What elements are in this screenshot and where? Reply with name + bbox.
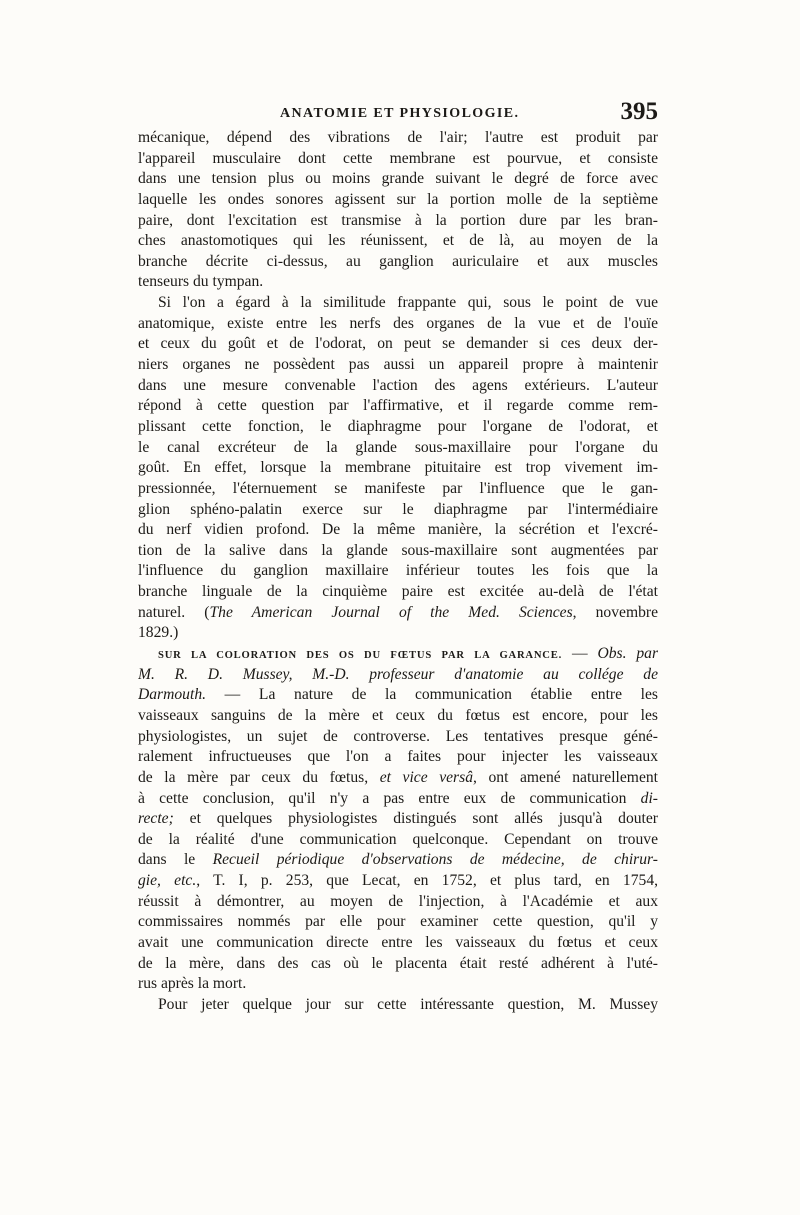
line-text: de la mère, dans des cas où le placenta était resté adhérent à l'uté- — [138, 954, 658, 972]
line-text: ralement infructueuses que l'on a faites pour injecter les vaisseaux — [138, 748, 658, 766]
line-text: réussit à démontrer, au moyen de l'injection, à l'Académie et aux — [138, 892, 658, 910]
line-text: ches anastomotiques qui les réunissent, et de là, au moyen de la — [138, 232, 658, 250]
text-line — [138, 809, 658, 830]
line-text: tenseurs du tympan. — [138, 273, 264, 291]
text-line — [138, 293, 658, 314]
text-line — [138, 685, 658, 706]
body-text — [138, 128, 658, 1016]
text-line — [138, 561, 658, 582]
text-line — [138, 747, 658, 768]
line-text: à cette conclusion, qu'il n'y a pas entre eux de communication — [138, 789, 641, 807]
text-line — [138, 768, 658, 789]
line-text: de la mère par ceux du fœtus, — [138, 768, 380, 786]
line-text: glion sphéno-palatin exerce sur le diaphragme par l'intermédiaire — [138, 500, 658, 518]
page-number: 395 — [620, 98, 658, 125]
text-line — [138, 314, 658, 335]
line-text: niers organes ne possèdent pas aussi un appareil propre à maintenir — [138, 356, 658, 374]
line-text: rus après la mort. — [138, 975, 247, 993]
italic-text: Darmouth. — [138, 686, 207, 704]
text-line — [138, 149, 658, 170]
text-line — [138, 479, 658, 500]
text-line — [138, 355, 658, 376]
text-line — [138, 974, 658, 995]
line-text: dans le — [138, 851, 213, 869]
line-text: du nerf vidien profond. De la même manière, la sécrétion et l'excré- — [138, 521, 658, 539]
line-text: mécanique, dépend des vibrations de l'air; l'autre est produit par — [138, 129, 658, 146]
line-text: dans une mesure convenable l'action des agens extérieurs. L'auteur — [138, 376, 658, 394]
page-header — [138, 98, 658, 130]
line-text: vaisseaux sanguins de la mère et ceux du fœtus est encore, pour les — [138, 706, 658, 724]
text-line — [138, 789, 658, 810]
text-line — [138, 376, 658, 397]
section-heading-text: SUR LA COLORATION DES OS DU FŒTUS PAR LA GARANCE. — [158, 650, 563, 662]
line-text: et ceux du goût et de l'odorat, on peut se demander si ces deux der- — [138, 335, 658, 353]
text-line — [138, 912, 658, 933]
line-text: répond à cette question par l'affirmative, et il regarde comme rem- — [138, 397, 658, 415]
line-text: laquelle les ondes sonores agissent sur la portion molle de la septième — [138, 190, 658, 208]
line-text: — — [562, 645, 598, 663]
line-text: paire, dont l'excitation est transmise à la portion dure par les bran- — [138, 211, 658, 229]
line-text: , ont amené naturellement — [473, 768, 658, 786]
line-text: anatomique, existe entre les nerfs des organes de la vue et de l'ouïe — [138, 314, 658, 332]
line-text: physiologistes, un sujet de controverse. Les tentatives presque géné- — [138, 727, 658, 745]
line-text: dans une tension plus ou moins grande suivant le degré de force avec — [138, 170, 658, 188]
text-line — [138, 438, 658, 459]
text-line — [138, 830, 658, 851]
text-line — [138, 458, 658, 479]
text-line — [138, 334, 658, 355]
line-text: Si l'on a égard à la similitude frappante qui, sous le point de vue — [158, 294, 658, 312]
line-text: , novembre — [572, 603, 658, 621]
text-line — [138, 727, 658, 748]
text-line — [138, 995, 658, 1016]
line-text: 1829.) — [138, 624, 179, 642]
line-text: avait une communication directe entre les vaisseaux du fœtus et ceux — [138, 933, 658, 951]
text-line — [138, 706, 658, 727]
line-text: pressionnée, l'éternuement se manifeste par l'influence que le gan- — [138, 479, 658, 497]
text-line — [138, 190, 658, 211]
italic-text: recte; — [138, 810, 174, 828]
text-line — [138, 211, 658, 232]
line-text: — La nature de la communication établie entre les — [206, 686, 658, 704]
line-text: et quelques physiologistes distingués sont allés jusqu'à douter — [173, 810, 658, 828]
text-line — [138, 231, 658, 252]
italic-text: Obs. par — [597, 645, 658, 663]
line-text: , T. I, p. 253, que Lecat, en 1752, et plus tard, en 1754, — [196, 872, 658, 890]
line-text: Pour jeter quelque jour sur cette intéressante question, M. Mussey — [158, 995, 658, 1013]
italic-text: Recueil périodique d'observations de médecine, de chirur- — [212, 851, 658, 869]
line-text: branche décrite ci-dessus, au ganglion auriculaire et aux muscles — [138, 252, 658, 270]
line-text: commissaires nommés par elle pour examiner cette question, qu'il y — [138, 913, 658, 931]
italic-text: et vice versâ — [379, 768, 473, 786]
line-text: le canal excréteur de la glande sous-maxillaire pour l'organe du — [138, 438, 658, 456]
line-text: tion de la salive dans la glande sous-maxillaire sont augmentées par — [138, 541, 658, 559]
text-line — [138, 272, 658, 293]
text-line — [138, 500, 658, 521]
text-line — [138, 603, 658, 624]
italic-text: The American Journal of the Med. Sciences — [209, 603, 573, 621]
text-line — [138, 169, 658, 190]
text-line — [138, 623, 658, 644]
text-line — [138, 665, 658, 686]
text-line — [138, 871, 658, 892]
text-line — [138, 954, 658, 975]
line-text: branche linguale de la cinquième paire est excitée au-delà de l'état — [138, 583, 658, 601]
italic-text: M. R. D. Mussey, M.-D. professeur d'anatomie au collége de — [138, 665, 658, 683]
line-text: plissant cette fonction, le diaphragme pour l'organe de l'odorat, et — [138, 417, 658, 435]
italic-text: di- — [640, 789, 658, 807]
line-text: de la réalité d'une communication quelconque. Cependant on trouve — [138, 830, 658, 848]
text-line — [138, 850, 658, 871]
text-line — [138, 541, 658, 562]
text-line — [138, 252, 658, 273]
text-line — [138, 582, 658, 603]
text-line — [138, 644, 658, 665]
text-line — [138, 933, 658, 954]
text-line — [138, 396, 658, 417]
text-line — [138, 128, 658, 149]
text-line — [138, 520, 658, 541]
text-line — [138, 417, 658, 438]
line-text: naturel. ( — [138, 603, 210, 621]
line-text: l'appareil musculaire dont cette membrane est pourvue, et consiste — [138, 149, 658, 167]
line-text: goût. En effet, lorsque la membrane pituitaire est trop vivement im- — [138, 459, 658, 477]
italic-text: gie, etc. — [138, 872, 197, 890]
line-text: l'influence du ganglion maxillaire inférieur toutes les fois que la — [138, 562, 658, 580]
text-line — [138, 892, 658, 913]
running-title: ANATOMIE ET PHYSIOLOGIE. — [280, 106, 520, 121]
